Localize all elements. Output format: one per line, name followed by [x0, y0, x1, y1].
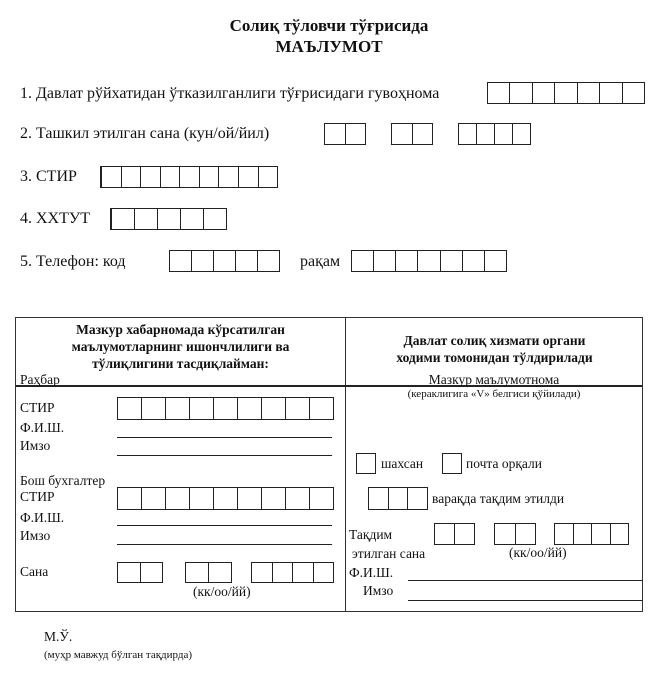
input-cell[interactable] — [219, 167, 239, 187]
input-cell[interactable] — [112, 209, 135, 229]
input-cell[interactable] — [204, 209, 226, 229]
accountant-sign-line[interactable] — [117, 544, 332, 545]
input-cell[interactable] — [118, 398, 142, 419]
input-cell[interactable] — [166, 398, 190, 419]
right-header: Давлат солиқ хизмати органи ходими томонидан тўлдирилади — [396, 333, 593, 365]
input-cell[interactable] — [102, 167, 122, 187]
director-stir-boxes[interactable] — [117, 397, 334, 420]
input-cell[interactable] — [209, 563, 231, 582]
sheet-count-boxes[interactable] — [368, 487, 428, 510]
submitted-label: Тақдим — [349, 527, 393, 542]
accountant-sign-label: Имзо — [20, 528, 51, 543]
input-cell[interactable] — [463, 251, 485, 271]
input-cell[interactable] — [495, 524, 516, 544]
input-cell[interactable] — [286, 488, 310, 509]
submit-month-boxes[interactable] — [494, 523, 536, 545]
director-fio-line[interactable] — [117, 437, 332, 438]
sheets-label: варақда тақдим этилди — [432, 491, 565, 506]
right-subtitle: (кераклигига «V» белгиси қўйилади) — [407, 388, 581, 400]
date-label: Сана — [20, 564, 49, 579]
phone-number-boxes[interactable] — [351, 250, 507, 272]
input-cell[interactable] — [396, 251, 418, 271]
input-cell[interactable] — [170, 251, 192, 271]
input-cell[interactable] — [180, 167, 200, 187]
input-cell[interactable] — [236, 251, 258, 271]
officer-fio-line[interactable] — [408, 580, 643, 581]
input-cell[interactable] — [533, 83, 555, 103]
submitted-label-2: этилган сана — [352, 546, 426, 561]
submit-year-boxes[interactable] — [554, 523, 629, 545]
officer-fio-label: Ф.И.Ш. — [349, 565, 394, 580]
input-cell[interactable] — [346, 124, 366, 144]
director-sign-line[interactable] — [117, 455, 332, 456]
input-cell[interactable] — [455, 524, 474, 544]
input-cell[interactable] — [142, 488, 166, 509]
input-cell[interactable] — [118, 563, 141, 582]
input-cell[interactable] — [374, 251, 396, 271]
accountant-stir-label: СТИР — [20, 489, 55, 504]
personally-checkbox[interactable] — [356, 453, 376, 474]
officer-sign-label: Имзо — [363, 583, 394, 598]
input-cell[interactable] — [574, 524, 593, 544]
input-cell[interactable] — [310, 488, 333, 509]
submit-day-boxes[interactable] — [434, 523, 475, 545]
input-cell[interactable] — [600, 83, 622, 103]
input-cell[interactable] — [611, 524, 629, 544]
input-cell[interactable] — [441, 251, 463, 271]
input-cell[interactable] — [214, 251, 236, 271]
phone-code-boxes[interactable] — [169, 250, 280, 272]
accountant-label: Бош бухгалтер — [20, 473, 106, 488]
input-cell[interactable] — [252, 563, 273, 582]
input-cell[interactable] — [135, 209, 158, 229]
input-cell[interactable] — [435, 524, 455, 544]
input-cell[interactable] — [192, 251, 214, 271]
date-month-boxes[interactable] — [391, 123, 433, 145]
input-cell[interactable] — [286, 398, 310, 419]
input-cell[interactable] — [310, 398, 333, 419]
officer-sign-line[interactable] — [408, 600, 643, 601]
field-4-label: 4. ХХТУТ — [20, 210, 90, 227]
input-cell[interactable] — [181, 209, 204, 229]
input-cell[interactable] — [158, 209, 181, 229]
input-cell[interactable] — [190, 488, 214, 509]
input-cell[interactable] — [510, 83, 532, 103]
input-cell[interactable] — [166, 488, 190, 509]
input-cell[interactable] — [592, 524, 611, 544]
sign-date-month-boxes[interactable] — [185, 562, 232, 583]
input-cell[interactable] — [459, 124, 477, 144]
input-cell[interactable] — [293, 563, 314, 582]
personally-label: шахсан — [381, 456, 424, 471]
input-cell[interactable] — [477, 124, 495, 144]
input-cell[interactable] — [516, 524, 536, 544]
input-cell[interactable] — [352, 251, 374, 271]
input-cell[interactable] — [555, 524, 574, 544]
input-cell[interactable] — [122, 167, 142, 187]
input-cell[interactable] — [200, 167, 220, 187]
input-cell[interactable] — [161, 167, 181, 187]
right-title: Мазкур маълумотнома — [428, 372, 560, 387]
director-stir-label: СТИР — [20, 400, 55, 415]
input-cell[interactable] — [273, 563, 294, 582]
input-cell[interactable] — [141, 167, 161, 187]
accountant-fio-line[interactable] — [117, 525, 332, 526]
date-year-boxes[interactable] — [458, 123, 531, 145]
input-cell[interactable] — [238, 398, 262, 419]
accountant-fio-label: Ф.И.Ш. — [20, 510, 65, 525]
input-cell[interactable] — [186, 563, 209, 582]
input-cell[interactable] — [369, 488, 389, 509]
input-cell[interactable] — [214, 398, 238, 419]
left-header: Мазкур хабарномада кўрсатилган маълумотларнинг ишончлилиги ва тўлиқлигини тасдиқлайман: — [71, 322, 290, 371]
field-5-label: 5. Телефон: код — [20, 253, 126, 270]
seal-note: (муҳр мавжуд бўлган тақдирда) — [44, 649, 193, 661]
input-cell[interactable] — [408, 488, 427, 509]
input-cell[interactable] — [190, 398, 214, 419]
sign-date-day-boxes[interactable] — [117, 562, 163, 583]
input-cell[interactable] — [418, 251, 440, 271]
input-cell[interactable] — [258, 251, 279, 271]
field-3-label: 3. СТИР — [20, 168, 77, 185]
director-sign-label: Имзо — [20, 438, 51, 453]
title: Солиқ тўловчи тўғрисида — [229, 16, 429, 35]
input-cell[interactable] — [495, 124, 513, 144]
phone-number-label: рақам — [300, 253, 341, 270]
by-mail-label: почта орқали — [466, 456, 542, 471]
certificate-boxes[interactable] — [487, 82, 645, 104]
field-2-label: 2. Ташкил этилган сана (кун/ой/йил) — [20, 125, 270, 142]
input-cell[interactable] — [488, 83, 510, 103]
input-cell[interactable] — [118, 488, 142, 509]
xxtut-boxes[interactable] — [110, 208, 227, 230]
input-cell[interactable] — [392, 124, 413, 144]
sign-date-year-boxes[interactable] — [251, 562, 334, 583]
seal-label: М.Ў. — [44, 629, 73, 644]
date-format-hint: (кк/оо/йй) — [193, 584, 251, 599]
input-cell[interactable] — [389, 488, 409, 509]
input-cell[interactable] — [314, 563, 334, 582]
input-cell[interactable] — [623, 83, 644, 103]
input-cell[interactable] — [142, 398, 166, 419]
input-cell[interactable] — [555, 83, 577, 103]
input-cell[interactable] — [413, 124, 433, 144]
input-cell[interactable] — [578, 83, 600, 103]
input-cell[interactable] — [485, 251, 506, 271]
input-cell[interactable] — [214, 488, 238, 509]
input-cell[interactable] — [239, 167, 259, 187]
director-label: Раҳбар — [20, 372, 60, 387]
field-1-label: 1. Давлат рўйхатидан ўтказилганлиги тўғрисидаги гувоҳнома — [20, 85, 440, 102]
input-cell[interactable] — [262, 488, 286, 509]
subtitle: МАЪЛУМОТ — [275, 37, 383, 56]
input-cell[interactable] — [141, 563, 163, 582]
by-mail-checkbox[interactable] — [442, 453, 462, 474]
input-cell[interactable] — [238, 488, 262, 509]
submit-date-format: (кк/оо/йй) — [509, 545, 567, 560]
input-cell[interactable] — [513, 124, 530, 144]
input-cell[interactable] — [262, 398, 286, 419]
date-day-boxes[interactable] — [324, 123, 366, 145]
director-fio-label: Ф.И.Ш. — [20, 420, 65, 435]
input-cell[interactable] — [325, 124, 346, 144]
input-cell[interactable] — [259, 167, 278, 187]
accountant-stir-boxes[interactable] — [117, 487, 334, 510]
stir-boxes[interactable] — [100, 166, 278, 188]
